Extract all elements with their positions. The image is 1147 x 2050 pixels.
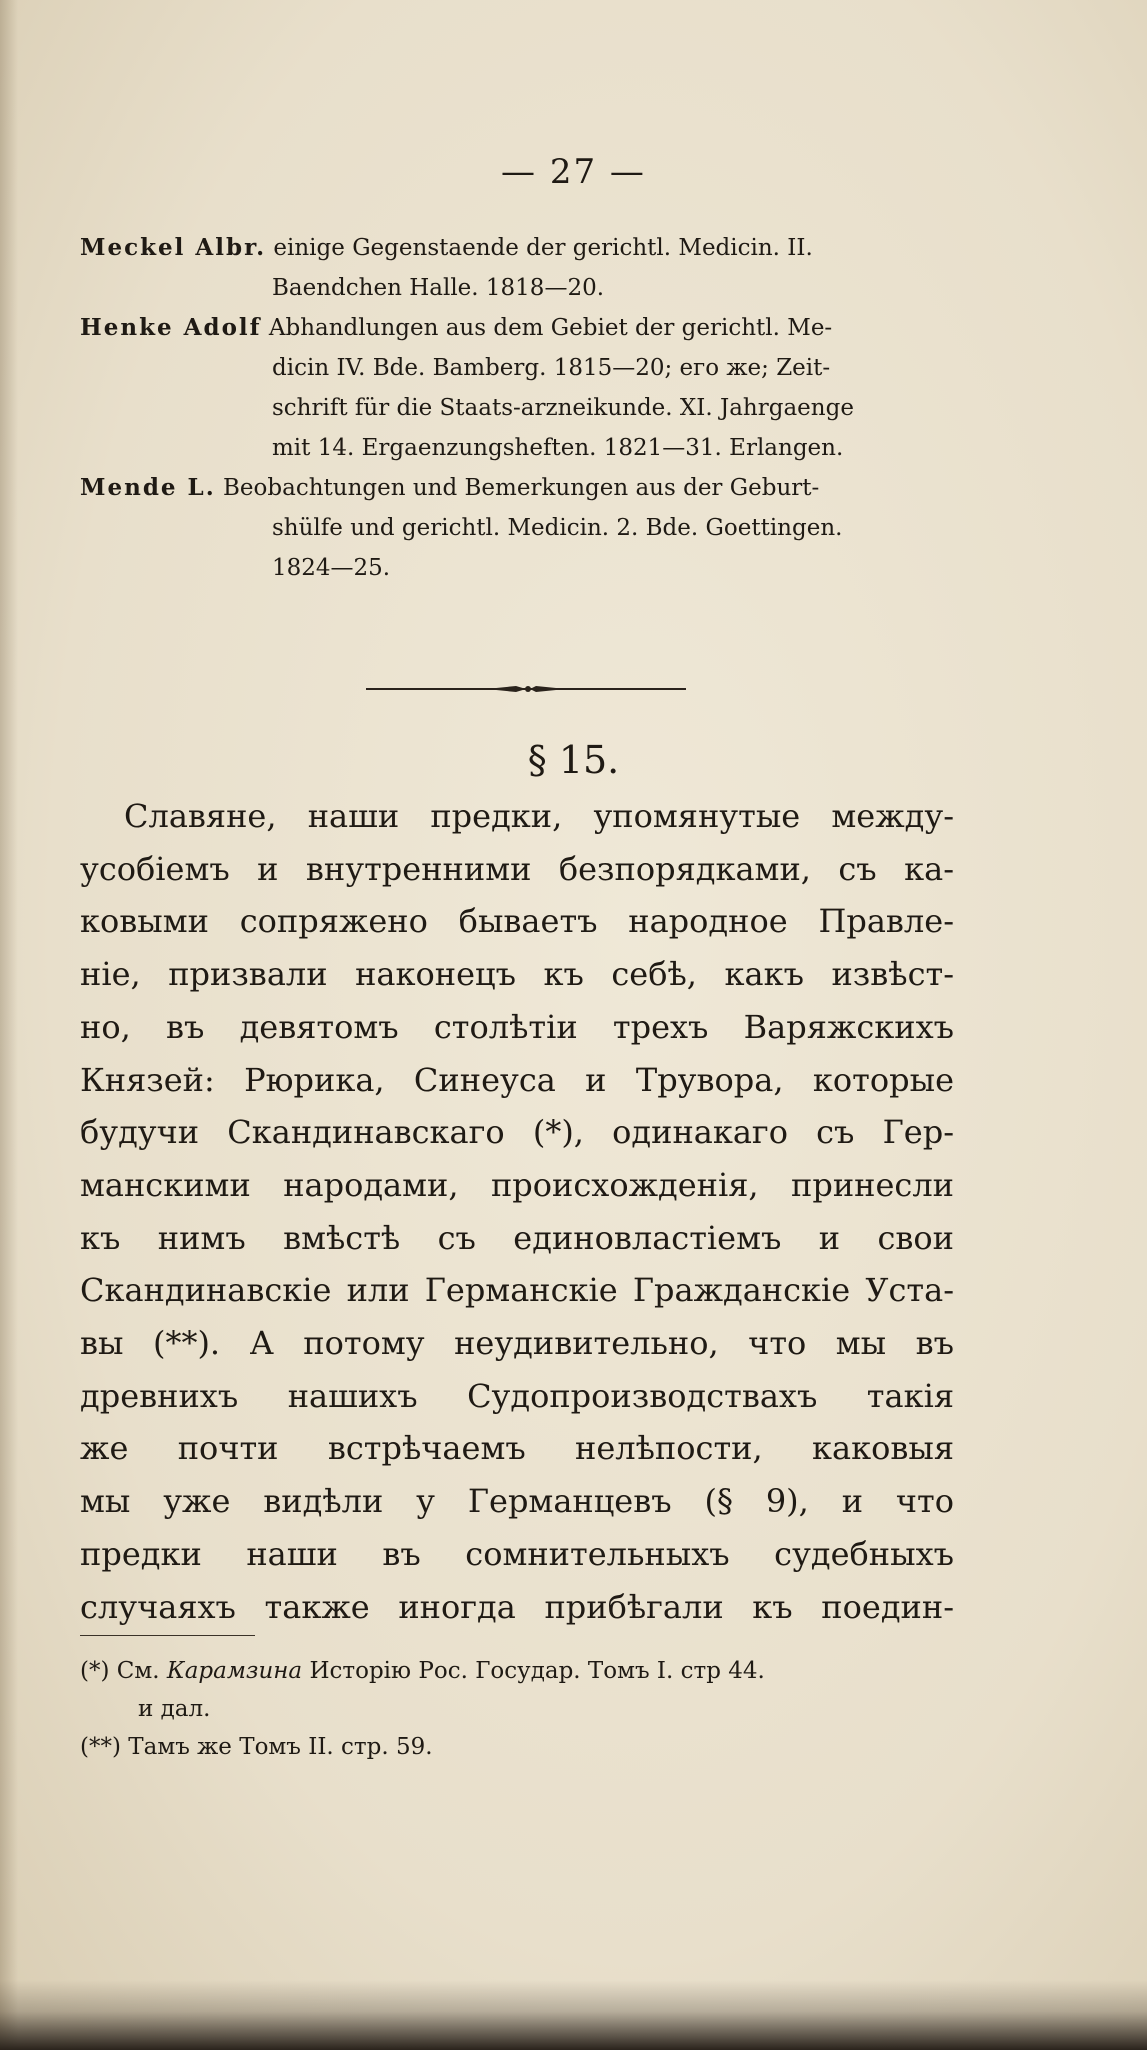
reference-text: Abhandlungen aus dem Gebiet der gerichtl. Me- — [268, 315, 833, 341]
reference-text: einige Gegenstaende der gerichtl. Medicin. II. — [273, 235, 813, 261]
reference-list — [80, 228, 960, 588]
page-bottom-edge — [0, 1980, 1147, 2050]
text-line: древнихъ нашихъ Судопроизводствахъ такія — [80, 1376, 954, 1415]
text-line: случаяхъ также иногда прибѣгали къ поедин- — [80, 1587, 954, 1626]
reference-item — [80, 228, 960, 308]
footnote-prefix: См. — [116, 1658, 160, 1684]
text-line: къ нимъ вмѣстѣ съ единовластіемъ и свои — [80, 1218, 954, 1257]
page-number: — 27 — — [501, 152, 646, 192]
text-line: мы уже видѣли у Германцевъ (§ 9), и что — [80, 1482, 954, 1521]
reference-author: Henke Adolf — [80, 314, 262, 341]
reference-text: shülfe und gerichtl. Medicin. 2. Bde. Goettingen. — [272, 515, 843, 541]
page-gutter-shadow — [0, 0, 18, 2050]
reference-text: dicin IV. Bde. Bamberg. 1815—20; его же; Zeit- — [272, 355, 831, 381]
footnote-marker: (*) — [80, 1658, 110, 1684]
ornamental-divider — [366, 684, 686, 694]
footnotes — [80, 1652, 960, 1766]
reference-text: mit 14. Ergaenzungsheften. 1821—31. Erlangen. — [272, 435, 844, 461]
section-heading: § 15. — [527, 738, 620, 782]
footnote-continuation: и дал. — [138, 1696, 211, 1722]
text-line: но, въ девятомъ столѣтіи трехъ Варяжскихъ — [80, 1007, 954, 1046]
footnote-text: Исторію Рос. Государ. Томъ I. стр 44. — [309, 1658, 765, 1684]
text-line: усобіемъ и внутренними безпорядками, съ ка- — [80, 849, 954, 888]
footnote-marker: (**) — [80, 1734, 121, 1760]
text-line: будучи Скандинавскаго (*), одинакаго съ Гер- — [80, 1113, 954, 1152]
body-text — [80, 790, 954, 1633]
text-line: ніе, призвали наконецъ къ себѣ, какъ извѣст- — [80, 955, 954, 994]
reference-text: schrift für die Staats-arzneikunde. XI. Jahrgaenge — [272, 395, 854, 421]
text-line: вы (**). А потому неудивительно, что мы въ — [80, 1324, 954, 1363]
text-line: Князей: Рюрика, Синеуса и Трувора, которые — [80, 1060, 954, 1099]
footnote-text: Тамъ же Томъ II. стр. 59. — [128, 1734, 433, 1760]
reference-text: Baendchen Halle. 1818—20. — [272, 275, 605, 301]
reference-item — [80, 468, 960, 588]
footnote-author: Карамзина — [166, 1658, 303, 1684]
reference-text: 1824—25. — [272, 555, 391, 581]
footnote-1 — [80, 1652, 960, 1690]
reference-author: Meckel Albr. — [80, 234, 267, 261]
text-line: предки наши въ сомнительныхъ судебныхъ — [80, 1534, 954, 1573]
reference-item — [80, 308, 960, 468]
text-line: Скандинавскіе или Германскіе Гражданскіе Уста- — [80, 1271, 954, 1310]
text-line: манскими народами, происхожденія, принесли — [80, 1165, 954, 1204]
footnote-rule — [80, 1635, 255, 1636]
text-line: же почти встрѣчаемъ нелѣпости, каковыя — [80, 1429, 954, 1468]
text-line: ковыми сопряжено бываетъ народное Правле- — [80, 902, 954, 941]
footnote-2 — [80, 1728, 960, 1766]
text-line: Славяне, наши предки, упомянутые между- — [124, 797, 954, 835]
reference-author: Mende L. — [80, 474, 216, 501]
reference-text: Beobachtungen und Bemerkungen aus der Geburt- — [223, 475, 820, 501]
